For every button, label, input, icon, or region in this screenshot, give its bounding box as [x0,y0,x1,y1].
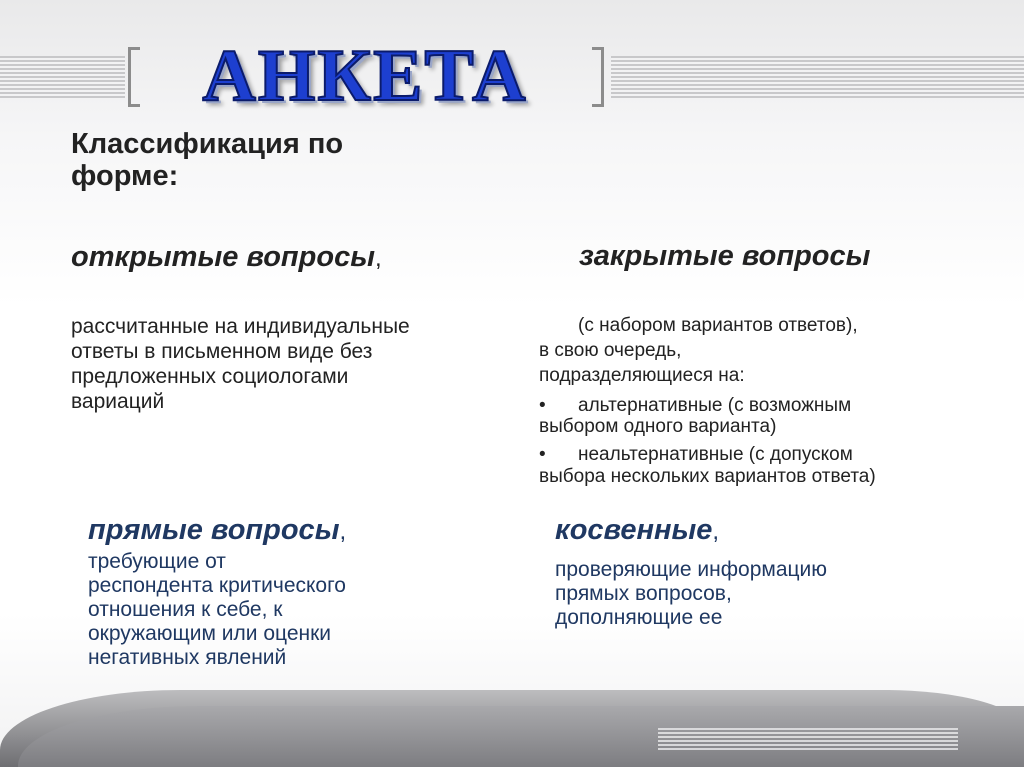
closed-bullet-2-mark: • [539,444,546,465]
open-questions-line-3: предложенных социологами [71,365,349,388]
open-questions-line-1: рассчитанные на индивидуальные [71,315,410,338]
closed-questions-line-2: в свою очередь, [539,340,682,361]
indirect-questions-line-2: прямых вопросов, [555,582,732,605]
open-questions-comma: , [374,245,382,272]
open-questions-line-4: вариаций [71,390,165,413]
open-questions-title [71,241,382,274]
direct-questions-title-text: прямые вопросы [88,514,340,546]
closed-questions-title: закрытые вопросы [579,240,871,272]
indirect-questions-comma: , [712,518,720,545]
indirect-questions-title-text: косвенные [555,514,713,546]
header-stripes-right [611,56,1024,100]
title-bracket-left [128,47,140,107]
indirect-questions-line-3: дополняющие ее [555,606,723,629]
classification-heading-line-2: форме: [71,160,179,192]
direct-questions-title [88,514,346,547]
open-questions-title-text: открытые вопросы [71,241,375,273]
closed-questions-line-3: подразделяющиеся на: [539,365,745,386]
direct-questions-line-5: негативных явлений [88,646,287,669]
classification-heading-line-1: Классификация по [71,128,344,160]
closed-bullet-2-line-1: неальтернативные (с допуском [578,444,853,465]
slide-title: АНКЕТА [202,35,528,117]
direct-questions-line-4: окружающим или оценки [88,622,332,645]
closed-bullet-2-line-2: выбора нескольких вариантов ответа) [539,466,876,487]
indirect-questions-title [555,514,719,547]
direct-questions-line-2: респондента критического [88,574,346,597]
direct-questions-line-3: отношения к себе, к [88,598,283,621]
open-questions-description [71,314,410,414]
indirect-questions-line-1: проверяющие информацию [555,558,828,581]
direct-questions-line-1: требующие от [88,550,226,573]
header-stripes-left [0,56,125,100]
closed-bullet-1-line-2: выбором одного варианта) [539,416,777,437]
closed-questions-line-1: (с набором вариантов ответов), [578,315,858,336]
open-questions-line-2: ответы в письменном виде без [71,340,373,363]
classification-heading [71,128,343,192]
direct-questions-comma: , [339,518,347,545]
closed-bullet-1-line-1: альтернативные (с возможным [578,395,852,416]
closed-bullet-1-mark: • [539,395,546,416]
indirect-questions-description [555,558,827,630]
direct-questions-description [88,550,346,670]
title-bracket-right [592,47,604,107]
footer-stripes [658,728,958,750]
